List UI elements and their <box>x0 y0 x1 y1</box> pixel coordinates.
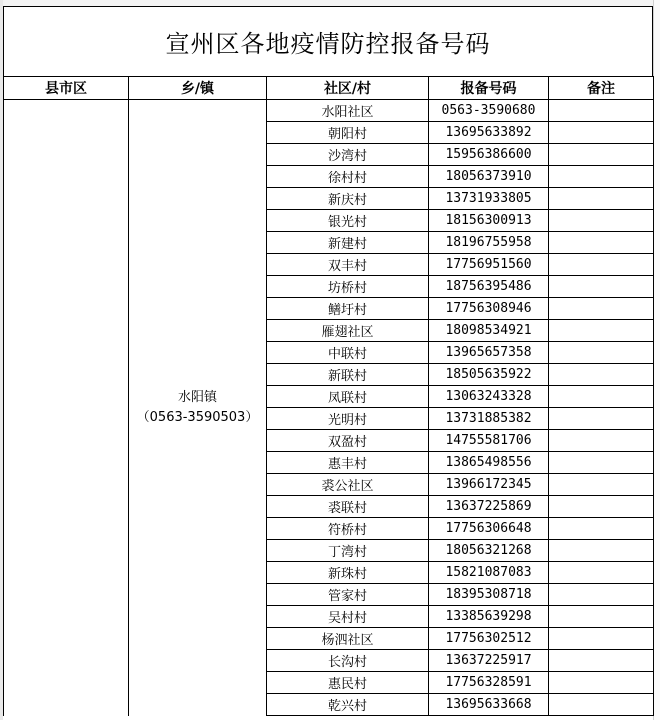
village-cell[interactable]: 中联村 <box>267 342 429 364</box>
village-cell[interactable]: 新联村 <box>267 364 429 386</box>
notes-cell[interactable] <box>549 562 654 584</box>
phone-cell[interactable]: 13966172345 <box>429 474 549 496</box>
village-cell[interactable]: 符桥村 <box>267 518 429 540</box>
phone-cell[interactable]: 0563-3590680 <box>429 100 549 122</box>
village-cell[interactable]: 新建村 <box>267 232 429 254</box>
phone-cell[interactable]: 13637225869 <box>429 496 549 518</box>
phone-cell[interactable]: 18056321268 <box>429 540 549 562</box>
township-name: 水阳镇 <box>177 389 217 405</box>
village-cell[interactable]: 双丰村 <box>267 254 429 276</box>
village-cell[interactable]: 光明村 <box>267 408 429 430</box>
village-cell[interactable]: 乾兴村 <box>267 694 429 716</box>
phone-cell[interactable]: 15956386600 <box>429 144 549 166</box>
village-cell[interactable]: 惠丰村 <box>267 452 429 474</box>
village-cell[interactable]: 鳝圩村 <box>267 298 429 320</box>
notes-cell[interactable] <box>549 694 654 716</box>
village-cell[interactable]: 凤联村 <box>267 386 429 408</box>
phone-cell[interactable]: 17756306648 <box>429 518 549 540</box>
phone-cell[interactable]: 14755581706 <box>429 430 549 452</box>
notes-cell[interactable] <box>549 298 654 320</box>
phone-cell[interactable]: 13695633668 <box>429 694 549 716</box>
village-cell[interactable]: 吴村村 <box>267 606 429 628</box>
village-cell[interactable]: 坊桥村 <box>267 276 429 298</box>
notes-cell[interactable] <box>549 320 654 342</box>
notes-cell[interactable] <box>549 496 654 518</box>
phone-cell[interactable]: 17756302512 <box>429 628 549 650</box>
notes-cell[interactable] <box>549 386 654 408</box>
phone-cell[interactable]: 18505635922 <box>429 364 549 386</box>
sheet-right-edge <box>653 0 660 720</box>
phone-cell[interactable]: 13965657358 <box>429 342 549 364</box>
notes-cell[interactable] <box>549 474 654 496</box>
phone-cell[interactable]: 18156300913 <box>429 210 549 232</box>
notes-cell[interactable] <box>549 144 654 166</box>
notes-cell[interactable] <box>549 430 654 452</box>
notes-cell[interactable] <box>549 166 654 188</box>
village-cell[interactable]: 雁翅社区 <box>267 320 429 342</box>
notes-cell[interactable] <box>549 650 654 672</box>
village-cell[interactable]: 裘公社区 <box>267 474 429 496</box>
header-village[interactable]: 社区/村 <box>267 77 429 100</box>
phone-cell[interactable]: 13865498556 <box>429 452 549 474</box>
phone-cell[interactable]: 18196755958 <box>429 232 549 254</box>
notes-cell[interactable] <box>549 188 654 210</box>
village-cell[interactable]: 杨泗社区 <box>267 628 429 650</box>
phone-cell[interactable]: 18395308718 <box>429 584 549 606</box>
notes-cell[interactable] <box>549 122 654 144</box>
header-notes[interactable]: 备注 <box>549 77 654 100</box>
phone-cell[interactable]: 15821087083 <box>429 562 549 584</box>
phone-cell[interactable]: 13731885382 <box>429 408 549 430</box>
village-cell[interactable]: 沙湾村 <box>267 144 429 166</box>
phone-cell[interactable]: 17756308946 <box>429 298 549 320</box>
header-row <box>4 77 654 100</box>
village-cell[interactable]: 朝阳村 <box>267 122 429 144</box>
phone-cell[interactable]: 13695633892 <box>429 122 549 144</box>
header-county[interactable]: 县市区 <box>4 77 129 100</box>
phone-cell[interactable]: 13385639298 <box>429 606 549 628</box>
header-phone[interactable]: 报备号码 <box>429 77 549 100</box>
notes-cell[interactable] <box>549 276 654 298</box>
notes-cell[interactable] <box>549 232 654 254</box>
phone-cell[interactable]: 18098534921 <box>429 320 549 342</box>
village-cell[interactable]: 惠民村 <box>267 672 429 694</box>
notes-cell[interactable] <box>549 628 654 650</box>
notes-cell[interactable] <box>549 210 654 232</box>
notes-cell[interactable] <box>549 540 654 562</box>
sheet-title: 宣州区各地疫情防控报备号码 <box>3 6 653 76</box>
notes-cell[interactable] <box>549 452 654 474</box>
phone-cell[interactable]: 13637225917 <box>429 650 549 672</box>
notes-cell[interactable] <box>549 606 654 628</box>
village-cell[interactable]: 双盈村 <box>267 430 429 452</box>
notes-cell[interactable] <box>549 672 654 694</box>
township-phone: （0563-3590503） <box>136 409 259 425</box>
county-cell[interactable] <box>4 100 129 716</box>
notes-cell[interactable] <box>549 100 654 122</box>
phone-table <box>3 76 654 716</box>
village-cell[interactable]: 长沟村 <box>267 650 429 672</box>
phone-cell[interactable]: 18756395486 <box>429 276 549 298</box>
table-row <box>4 100 654 122</box>
village-cell[interactable]: 徐村村 <box>267 166 429 188</box>
notes-cell[interactable] <box>549 408 654 430</box>
village-cell[interactable]: 管家村 <box>267 584 429 606</box>
notes-cell[interactable] <box>549 584 654 606</box>
village-cell[interactable]: 新庆村 <box>267 188 429 210</box>
notes-cell[interactable] <box>549 254 654 276</box>
village-cell[interactable]: 丁湾村 <box>267 540 429 562</box>
notes-cell[interactable] <box>549 364 654 386</box>
township-cell[interactable] <box>129 100 267 716</box>
village-cell[interactable]: 水阳社区 <box>267 100 429 122</box>
village-cell[interactable]: 新珠村 <box>267 562 429 584</box>
phone-cell[interactable]: 13063243328 <box>429 386 549 408</box>
phone-cell[interactable]: 13731933805 <box>429 188 549 210</box>
notes-cell[interactable] <box>549 342 654 364</box>
phone-cell[interactable]: 18056373910 <box>429 166 549 188</box>
notes-cell[interactable] <box>549 518 654 540</box>
village-cell[interactable]: 银光村 <box>267 210 429 232</box>
phone-cell[interactable]: 17756951560 <box>429 254 549 276</box>
header-township[interactable]: 乡/镇 <box>129 77 267 100</box>
phone-cell[interactable]: 17756328591 <box>429 672 549 694</box>
village-cell[interactable]: 裘联村 <box>267 496 429 518</box>
